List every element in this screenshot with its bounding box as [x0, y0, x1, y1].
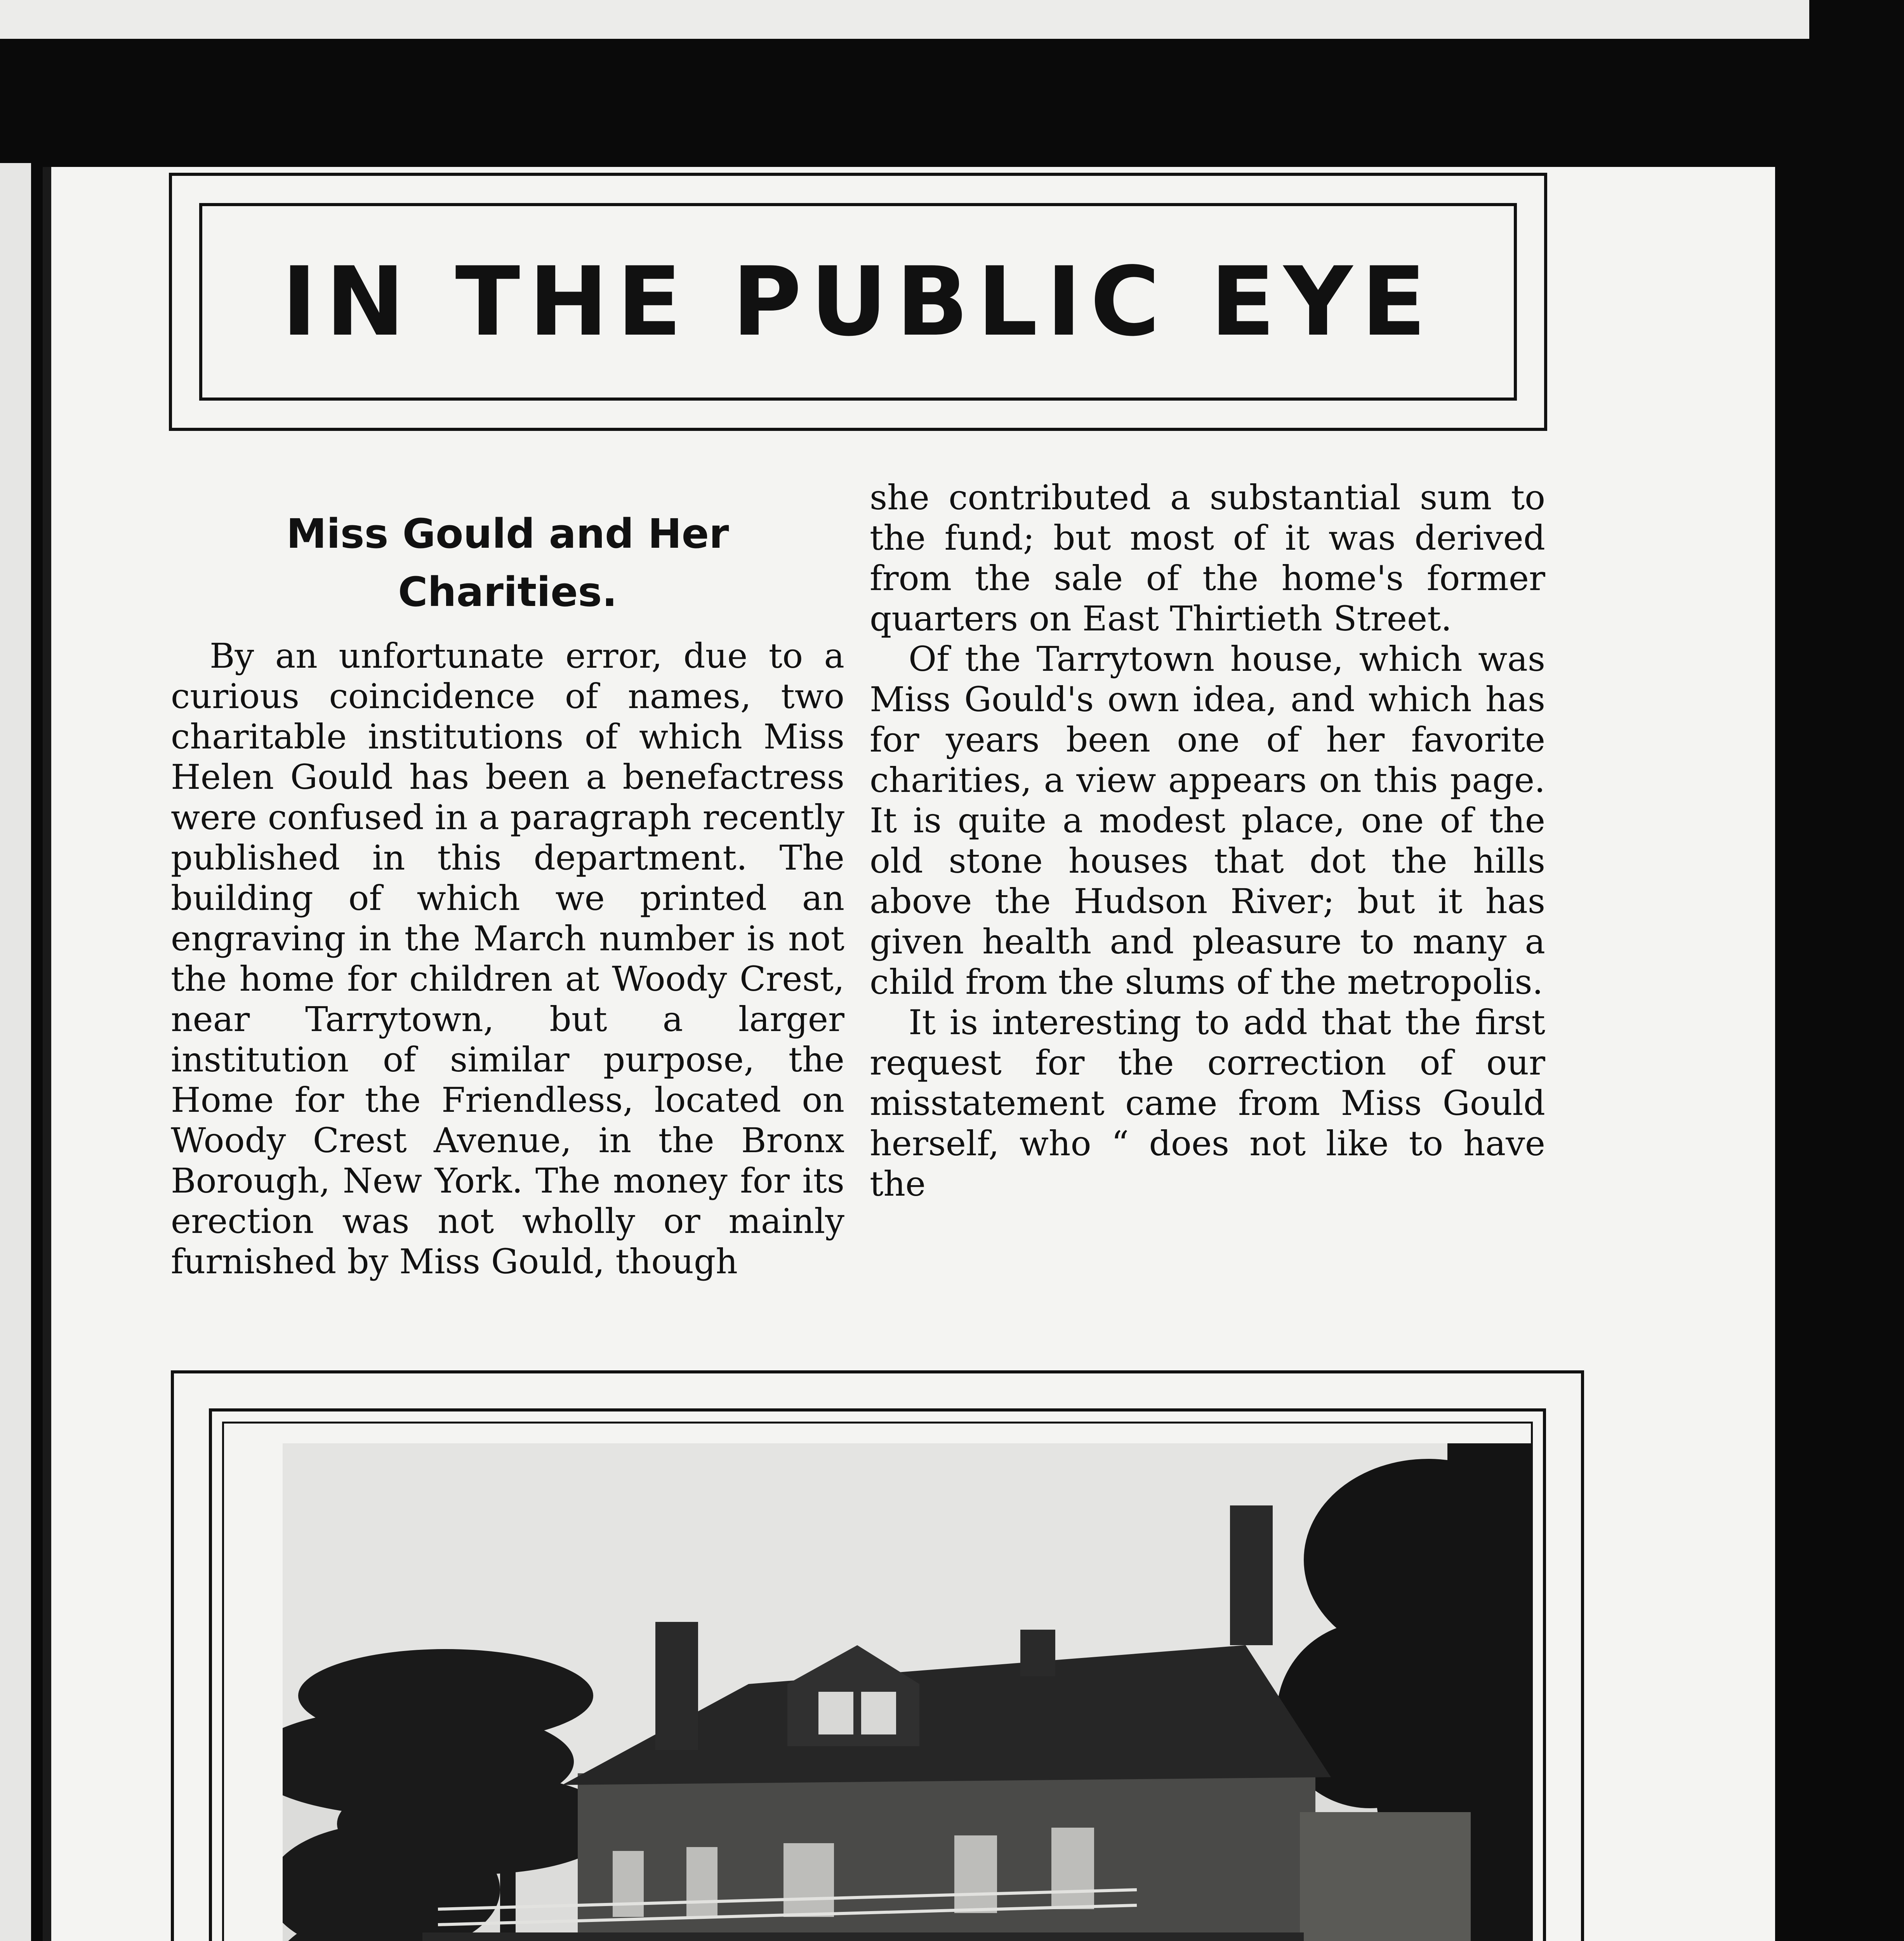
- article-paragraph: By an unfortunate error, due to a curious coincidence of names, two charitable institutions of which Miss Helen Gould has been a benefactress were confused in a paragraph recently published in this department. The building of which we printed an engraving in the March number is not the home for children at Woody Crest, near Tarrytown, but a larger institution of similar purpose, the Home for the Friendless, located on Woody Crest Avenue, in the Bronx Borough, New York. The money for its erection was not wholly or mainly furnished by Miss Gould, though: [171, 636, 844, 1281]
- article-column-left: [171, 477, 844, 1282]
- article-paragraph: she contributed a substantial sum to the fund; but most of it was derived from the sale of the home's former quarters on East Thirtieth Street.: [870, 477, 1545, 639]
- article-heading: Miss Gould and Her Charities.: [286, 510, 729, 616]
- article-paragraph: Of the Tarrytown house, which was Miss Gould's own idea, and which has for years been one of her favorite charities, a view appears on this page. It is quite a modest place, one of the old stone houses that dot the hills above the Hudson River; but it has given health and pleasure to many a child from the slums of the metropolis.: [870, 639, 1545, 1002]
- previous-page-edge: [0, 0, 1809, 39]
- title-inner-frame: [199, 203, 1517, 401]
- article-column-right: [870, 477, 1545, 1204]
- title-frame: [169, 173, 1547, 431]
- page-title: IN THE PUBLIC EYE: [281, 247, 1435, 357]
- article-paragraph: It is interesting to add that the first request for the correction of our misstatement came from Miss Gould herself, who “ does not like to have the: [870, 1002, 1545, 1204]
- house-photograph: [283, 1443, 1533, 1941]
- facing-page-edge: [0, 163, 31, 1941]
- photo-frame: [171, 1370, 1584, 1941]
